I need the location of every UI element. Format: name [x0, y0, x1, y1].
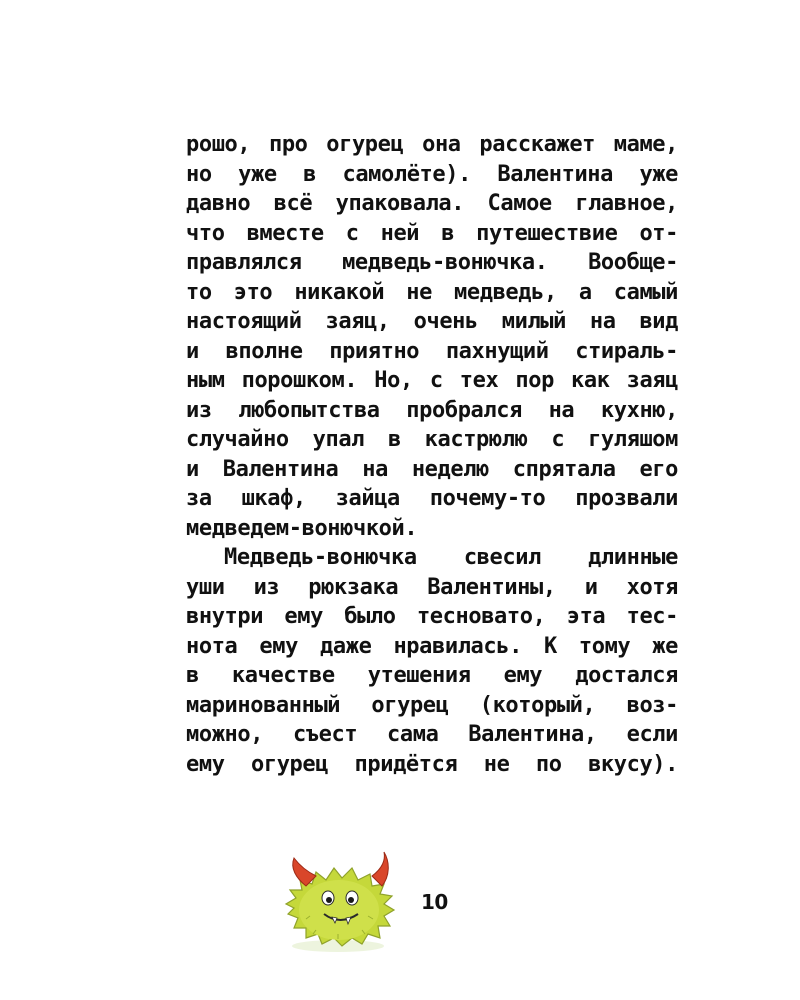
page-number: 10: [421, 890, 448, 914]
text-line: за шкаф, зайца почему-то прозвали: [186, 486, 678, 511]
text-line: внутри ему было тесновато, эта тес-: [186, 604, 678, 629]
text-line: случайно упал в кастрюлю с гуляшом: [186, 427, 678, 452]
text-line: давно всё упаковала. Самое главное,: [186, 191, 678, 216]
text-line: рошо, про огурец она расскажет маме,: [186, 132, 678, 157]
text-line: что вместе с ней в путешествие от-: [186, 220, 678, 246]
text-line: нота ему даже нравилась. К тому же: [186, 633, 678, 659]
page-footer: [276, 846, 476, 956]
body-text: [186, 130, 678, 779]
text-line: настоящий заяц, очень милый на вид: [186, 309, 678, 334]
text-line: можно, съест сама Валентина, если: [186, 722, 678, 747]
text-line: маринованный огурец (который, воз-: [186, 692, 678, 718]
text-line: в качестве утешения ему достался: [186, 663, 678, 688]
text-line: то это никакой не медведь, а самый: [186, 279, 678, 305]
text-line: Медведь-вонючка свесил длинные: [224, 545, 678, 570]
text-line: и вполне приятно пахнущий стираль-: [186, 338, 678, 364]
text-line: ным порошком. Но, с тех пор как заяц: [186, 368, 678, 393]
text-line: из любопытства пробрался на кухню,: [186, 397, 678, 423]
text-line: но уже в самолёте). Валентина уже: [186, 161, 678, 187]
text-line: и Валентина на неделю спрятала его: [186, 456, 678, 482]
text-line: уши из рюкзака Валентины, и хотя: [186, 574, 678, 600]
text-line: ему огурец придётся не по вкусу).: [186, 751, 678, 777]
green-monster-icon: [276, 846, 416, 956]
text-line: медведем-вонючкой.: [186, 515, 418, 541]
text-line: правлялся медведь-вонючка. Вообще-: [186, 250, 678, 275]
